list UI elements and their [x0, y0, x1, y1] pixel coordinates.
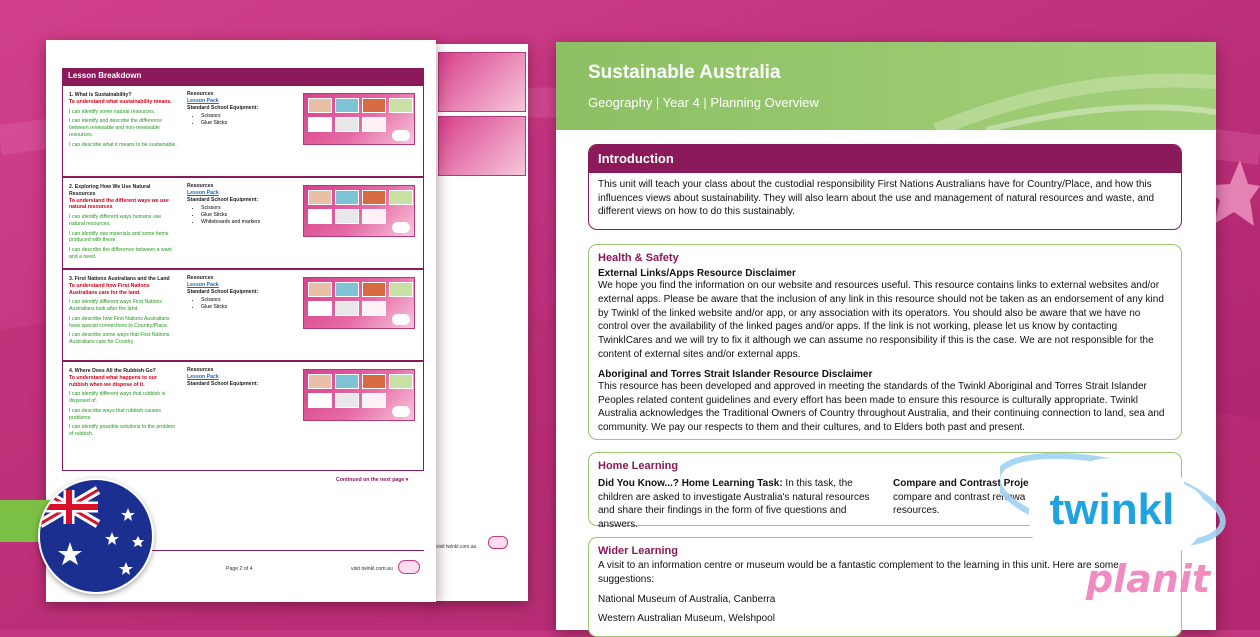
success-criterion: I can identify some natural resources. [69, 108, 156, 115]
external-links-text: We hope you find the information on our website and resources useful. This resource contains links to external websites and/or external apps. Please be aware that the inclusion of any link in this resource should not be taken as an endorsement of any kind by Twinkl of the linked website and/or app, or any association with its operators. You should also be aware that we have no control over the availability of the linked pages and/or apps. If the link is not working, please let us know by contacting TwinklCares and we will try to fix it although we can assume no responsibility if this is the case. We are not responsible for the content of external sites and/or external apps. [598, 280, 1164, 360]
twinkl-small-logo [488, 536, 508, 549]
equipment-item: • Scissors [201, 297, 297, 304]
resources-label: Resources [187, 275, 214, 281]
lesson-title: 3. First Nations Australians and the Land [69, 276, 170, 282]
page-title: Sustainable Australia [588, 62, 781, 83]
resources-label: Resources [187, 367, 214, 373]
suggestion-item: Western Australian Museum, Welshpool [598, 613, 775, 625]
footer-visit: visit twinkl.com.au [351, 566, 393, 572]
equipment-item: • Glue Sticks [201, 120, 297, 127]
indigenous-disclaimer-text: This resource has been developed and approved in meeting the standards of the Twinkl Aboriginal and Torres Strait Islander Peoples related content guidelines and every effort has been made to ensure this resource is culturally appropriate. Twinkl Australia acknowledges the Traditional Owners of Country throughout Australia, and their continuing connection to land, sea and community. We pay our respects to them and their cultures, and to Elders both past and present. [598, 380, 1165, 434]
lesson-thumbnail [303, 93, 415, 145]
lesson-breakdown-header: Lesson Breakdown [62, 68, 424, 84]
success-criterion: I can describe how First Nations Australians have special connections to Country/Place. [69, 315, 170, 329]
lesson-row [63, 268, 423, 360]
lesson-thumbnail [303, 185, 415, 237]
home-learning-heading: Home Learning [598, 460, 679, 472]
lesson-pack-link[interactable]: Lesson Pack [187, 282, 219, 289]
lesson-thumbnail [303, 277, 415, 329]
equipment-label: Standard School Equipment: [187, 105, 259, 112]
lesson-aim: To understand what sustainability means. [69, 98, 172, 105]
equipment-item: • Glue Sticks [201, 212, 297, 219]
continued-note: Continued on the next page ▾ [336, 477, 409, 483]
equipment-label: Standard School Equipment: [187, 197, 259, 204]
project-text: compare and contrast renewa resources. [893, 491, 1026, 516]
success-criterion: I can describe what it means to be sustainable. [69, 141, 177, 148]
lesson-aim: To understand how First Nations Australians care for the land. [69, 282, 150, 296]
resource-thumbnail [438, 116, 526, 176]
lesson-pack-link[interactable]: Lesson Pack [187, 190, 219, 197]
back-document-page [430, 44, 528, 601]
success-criterion: I can describe ways that rubbish causes problems. [69, 407, 161, 421]
lesson-title: 1. What is Sustainability? [69, 92, 132, 98]
resource-thumbnail [438, 52, 526, 112]
planit-wordmark: planit [1085, 557, 1211, 601]
wider-learning-heading: Wider Learning [598, 545, 678, 557]
lesson-title: 4. Where Does All the Rubbish Go? [69, 368, 156, 374]
lesson-row [63, 176, 423, 268]
equipment-label: Standard School Equipment: [187, 381, 259, 388]
resources-label: Resources [187, 183, 214, 189]
external-links-subheading: External Links/Apps Resource Disclaimer [598, 268, 796, 279]
twinkl-wordmark: twinkl [1049, 485, 1175, 534]
australian-flag-icon [38, 478, 154, 594]
success-criterion: I can identify different ways that rubbish is disposed of. [69, 391, 166, 404]
health-safety-heading: Health & Safety [598, 252, 679, 264]
footer-visit: visit twinkl.com.au [436, 544, 477, 550]
equipment-item: • Scissors [201, 113, 297, 120]
wider-learning-text: A visit to an information centre or museum would be a fantastic complement to the learning in this unit. Here are some suggestions: [598, 560, 1119, 585]
success-criterion: I can identify possible solutions to the problem of rubbish. [69, 424, 176, 437]
introduction-text: This unit will teach your class about the custodial responsibility First Nations Australians have for Country/Place, and how this influences views about sustainability. They will also learn about the use and management of natural resources and waste, and different views on how to do this sustainably. [598, 179, 1155, 217]
success-criterion: I can describe some ways that First Nations Australians care for Country [69, 332, 170, 345]
lesson-aim: To understand the different ways we use natural resources [69, 197, 169, 211]
success-criterion: I can identify and describe the difference between renewable and non-renewable resources. [69, 118, 163, 138]
lesson-thumbnail [303, 369, 415, 421]
lesson-aim: To understand what happens to our rubbish when we dispose of it. [69, 374, 157, 388]
task-text: In this task, the children are asked to investigate Australia's natural resources and share their findings in the form of five questions and answers. [598, 478, 870, 530]
lesson-row [63, 84, 423, 176]
lesson-row [63, 360, 423, 470]
indigenous-disclaimer-subheading: Aboriginal and Torres Strait Islander Resource Disclaimer [598, 368, 873, 380]
task-title: Did You Know...? Home Learning Task: [598, 478, 783, 489]
equipment-item: • Whiteboards and markers [201, 219, 297, 226]
success-criterion: I can identify raw materials and some items produced with these. [69, 230, 169, 244]
suggestion-item: National Museum of Australia, Canberra [598, 593, 776, 605]
resources-label: Resources [187, 91, 214, 97]
equipment-label: Standard School Equipment: [187, 289, 259, 296]
home-learning-task [598, 477, 878, 531]
twinkl-planit-logo [1000, 440, 1240, 620]
equipment-item: • Scissors [201, 205, 297, 212]
page-number: Page 2 of 4 [226, 566, 253, 572]
lesson-table [62, 84, 424, 471]
project-title: Compare and Contrast Proje [893, 478, 1029, 489]
introduction-heading: Introduction [589, 145, 1181, 173]
health-safety-box [588, 244, 1182, 440]
success-criterion: I can describe the difference between a want and a need. [69, 247, 172, 260]
overview-header [556, 42, 1216, 130]
twinkl-small-logo [398, 560, 420, 574]
lesson-pack-link[interactable]: Lesson Pack [187, 98, 219, 105]
introduction-box [588, 144, 1182, 230]
success-criterion: I can identify different ways First Nations Australians look after the land. [69, 299, 163, 312]
lesson-title: 2. Exploring How We Use Natural Resources [69, 184, 151, 197]
success-criterion: I can identify different ways humans use natural resources. [69, 214, 162, 227]
lesson-pack-link[interactable]: Lesson Pack [187, 374, 219, 381]
page-subtitle: Geography | Year 4 | Planning Overview [588, 95, 819, 110]
equipment-item: • Glue Sticks [201, 304, 297, 311]
